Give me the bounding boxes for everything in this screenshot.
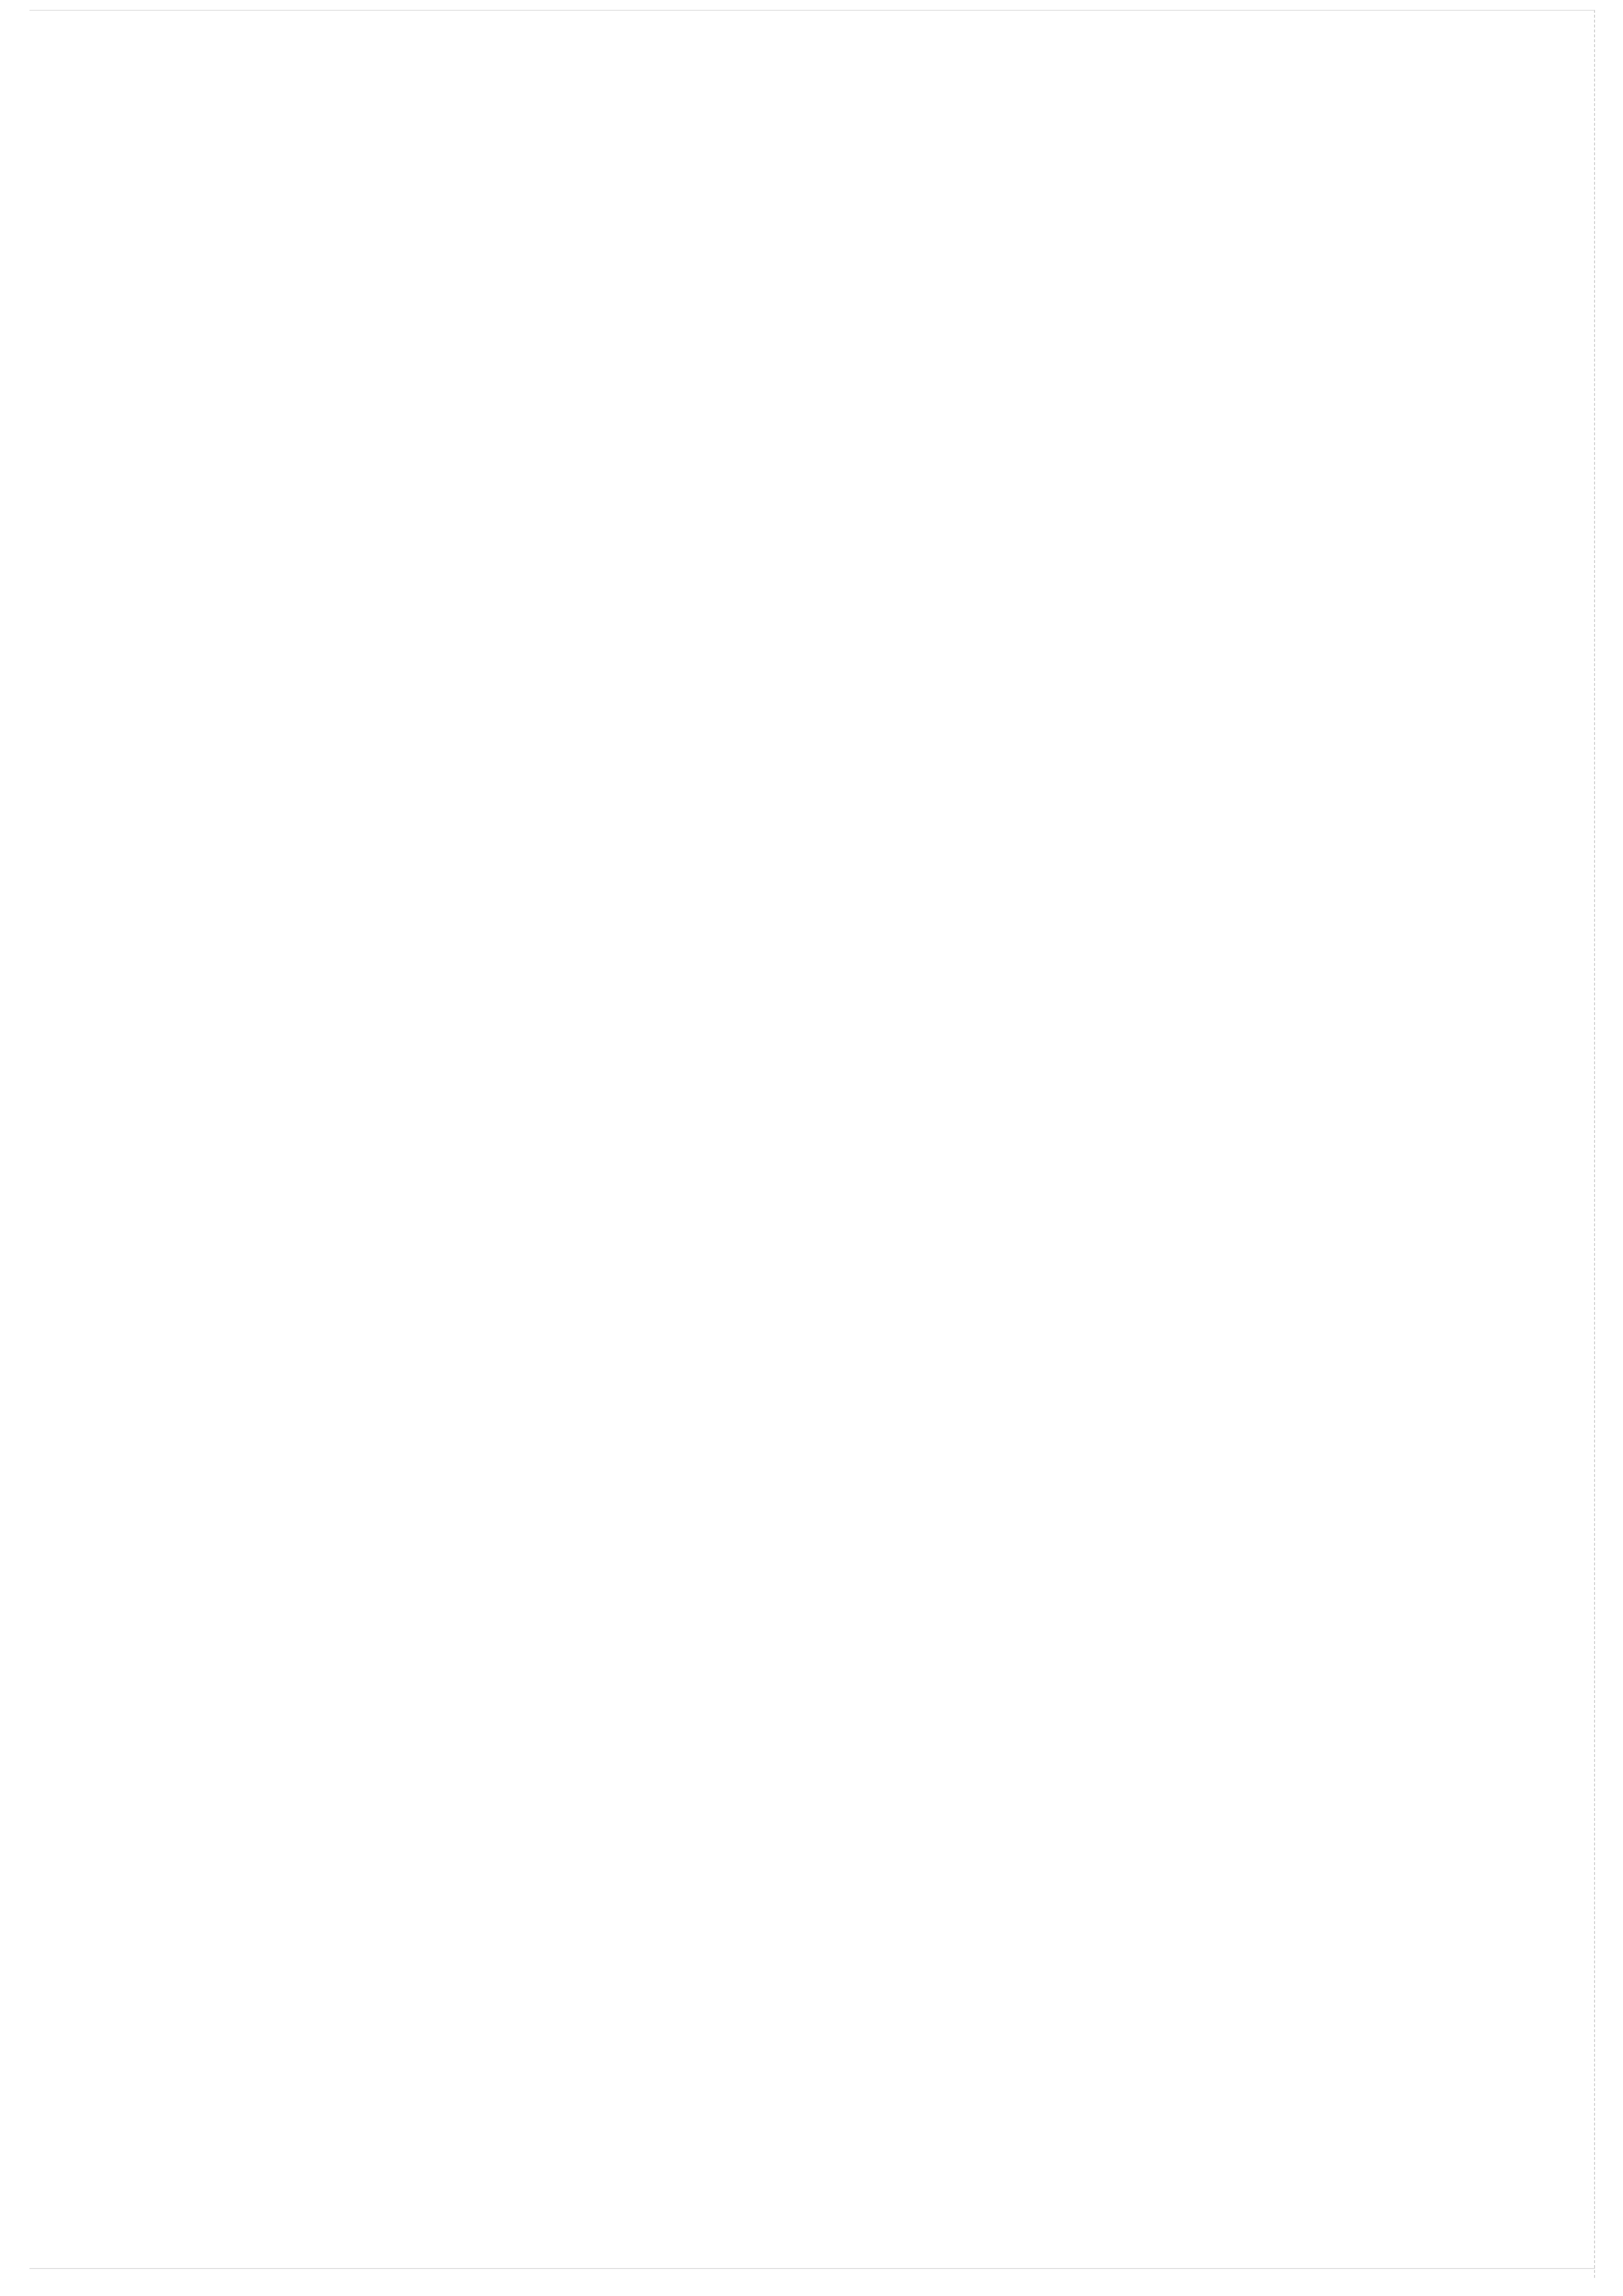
page-frame-bottom xyxy=(29,2268,1595,2269)
page-frame xyxy=(29,10,1595,2278)
section-heading xyxy=(194,184,217,217)
